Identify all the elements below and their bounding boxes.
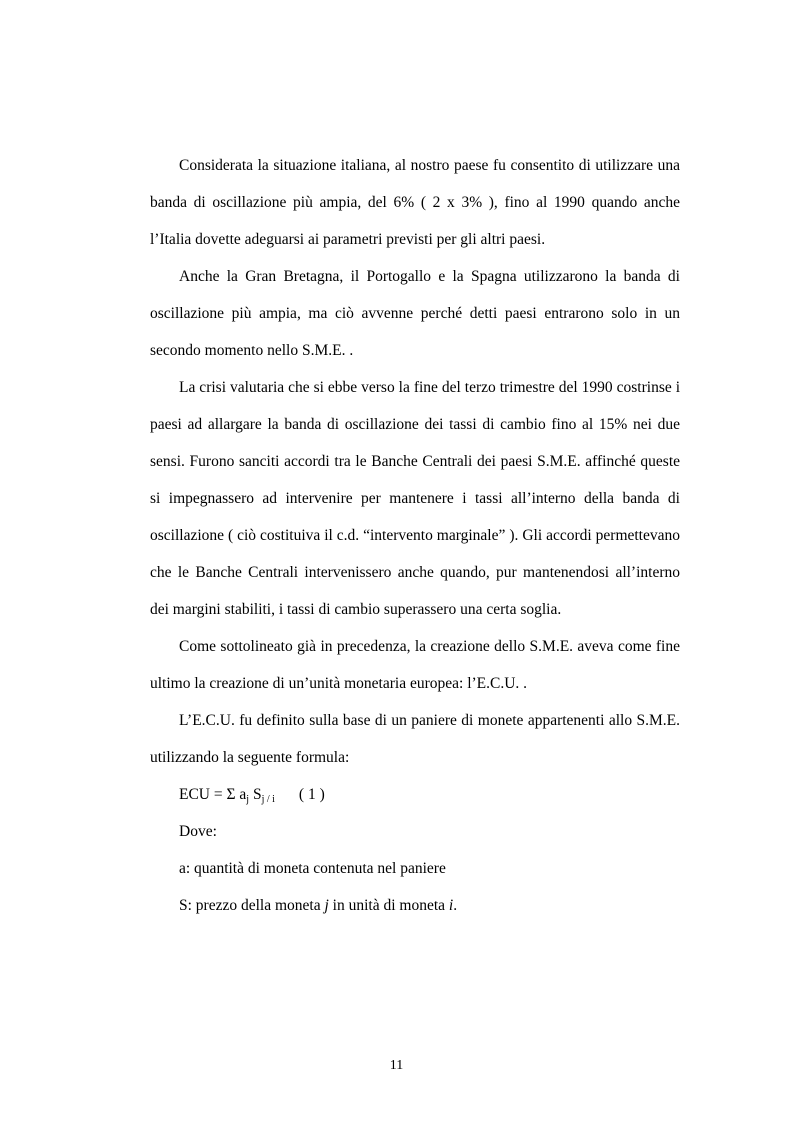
definition-a-text: a: quantità di moneta contenuta nel paniere	[179, 860, 446, 877]
sentence: Gli accordi permettevano che le Banche Centrali intervenissero anche quando, pur mantenendosi all’interno dei margini stabiliti, i tassi di cambio superassero una certa soglia.	[150, 527, 681, 618]
paragraph-2	[150, 258, 680, 369]
paragraph-3	[150, 369, 680, 628]
definition-s-end: .	[453, 897, 458, 914]
sentence: Considerata la situazione italiana, al nostro paese fu consentito di utilizzare una banda di oscillazione più ampia, del 6% ( 2 x 3% ), fino al 1990 quando anche l’Italia dovette adeguarsi ai parametri previsti per gli altri paesi.	[150, 157, 680, 248]
paragraph-1	[150, 147, 680, 258]
definition-s-j: j	[324, 897, 329, 914]
paragraph-4	[150, 628, 680, 702]
sentence: Furono sanciti accordi tra le Banche Centrali dei paesi S.M.E. affinché queste si impegnassero ad intervenire per mantenere i tassi all’interno della banda di oscillazione ( ciò costituiva il c.d. “intervento marginale” ).	[150, 453, 681, 544]
formula-subscript-s: j / i	[261, 794, 275, 805]
formula-number: ( 1 )	[298, 786, 325, 803]
definition-a	[150, 850, 680, 887]
definition-s-prefix: S: prezzo della moneta	[179, 897, 325, 914]
sentence: Come sottolineato già in precedenza, la creazione dello S.M.E. aveva come fine ultimo la creazione di un’unità monetaria europea: l’E.C.U. .	[150, 638, 680, 692]
definition-s-i: i	[448, 897, 454, 914]
sentence: Anche la Gran Bretagna, il Portogallo e la Spagna utilizzarono la banda di oscillazione più ampia, ma ciò avvenne perché detti paesi entrarono solo in un secondo momento nello S.M.E. .	[150, 268, 680, 359]
sentence: La crisi valutaria che si ebbe verso la fine del terzo trimestre del 1990 costrinse i paesi ad allargare la banda di oscillazione dei tassi di cambio fino al 15% nei due sensi.	[150, 379, 680, 470]
definition-s-middle: in unità di moneta	[328, 897, 449, 914]
page-number: 11	[389, 1058, 404, 1073]
paragraph-5	[150, 702, 680, 776]
formula-s: S	[249, 786, 262, 803]
definition-s	[150, 887, 680, 924]
dove-label	[150, 813, 680, 850]
ecu-formula	[150, 776, 680, 813]
dove-text: Dove:	[179, 823, 217, 840]
sentence: L’E.C.U. fu definito sulla base di un paniere di monete appartenenti allo S.M.E. utilizzando la seguente formula:	[150, 712, 680, 766]
formula-subscript-a: j	[246, 794, 250, 805]
body-text	[150, 147, 680, 924]
formula-lhs: ECU = Σ a	[179, 786, 247, 803]
